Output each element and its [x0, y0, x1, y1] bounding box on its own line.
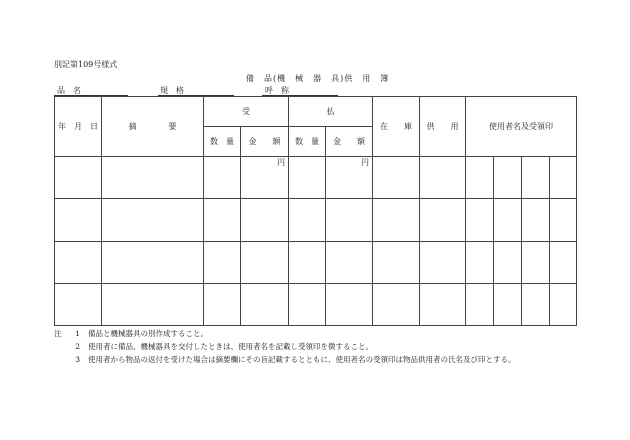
table-row: [55, 284, 577, 326]
designation-label: 呼 称: [265, 86, 289, 95]
stock-cell[interactable]: [373, 284, 420, 326]
summary-cell[interactable]: [102, 157, 204, 199]
summary-cell[interactable]: [102, 284, 204, 326]
date-cell[interactable]: [55, 157, 102, 199]
pay-amount-cell[interactable]: [326, 199, 373, 242]
summary-cell[interactable]: [102, 242, 204, 284]
pay-amount-header: 金 額: [326, 127, 373, 157]
note-number: 2: [75, 342, 80, 351]
pay-qty-cell[interactable]: [289, 284, 326, 326]
table-row: [55, 199, 577, 242]
item-name-label: 品 名: [57, 86, 81, 95]
spec-label: 規 格: [160, 86, 184, 95]
user-receipt-cell[interactable]: [550, 242, 577, 284]
receive-qty-cell[interactable]: [204, 284, 241, 326]
stock-cell[interactable]: [373, 242, 420, 284]
user-receipt-cell[interactable]: [466, 284, 494, 326]
notes: [54, 327, 516, 366]
pay-header: 払: [289, 97, 373, 127]
note-item: [54, 353, 516, 366]
note-text: 使用者から物品の返付を受けた場合は摘要欄にその旨記載するとともに、使用者名の受領印は物品供用者の氏名及び印とする。: [88, 355, 516, 364]
user-receipt-cell[interactable]: [550, 199, 577, 242]
date-cell[interactable]: [55, 199, 102, 242]
pay-amount-cell[interactable]: [326, 157, 373, 199]
receive-header: 受: [204, 97, 289, 127]
user-receipt-cell[interactable]: [522, 157, 550, 199]
receive-qty-header: 数 量: [204, 127, 241, 157]
user-receipt-cell[interactable]: [466, 242, 494, 284]
ledger-table: [54, 96, 577, 326]
pay-amount-cell[interactable]: [326, 284, 373, 326]
pay-amount-cell[interactable]: [326, 242, 373, 284]
receive-qty-cell[interactable]: [204, 242, 241, 284]
pay-qty-cell[interactable]: [289, 242, 326, 284]
user-receipt-cell[interactable]: [550, 284, 577, 326]
user-receipt-cell[interactable]: [522, 284, 550, 326]
note-item: [54, 340, 516, 353]
note-text: 使用者に備品、機械器具を交付したときは、使用者名を記載し受領印を徴すること。: [88, 342, 373, 351]
supply-header: 供 用: [420, 97, 466, 157]
notes-lead: 注: [54, 329, 62, 338]
receive-amount-cell[interactable]: [241, 199, 289, 242]
stock-cell[interactable]: [373, 199, 420, 242]
pay-qty-header: 数 量: [289, 127, 326, 157]
user-receipt-cell[interactable]: [494, 284, 522, 326]
stock-header: 在 庫: [373, 97, 420, 157]
supply-cell[interactable]: [420, 157, 466, 199]
date-header: 年 月 日: [55, 97, 102, 157]
user-receipt-cell[interactable]: [522, 242, 550, 284]
note-number: 3: [75, 355, 80, 364]
summary-cell[interactable]: [102, 199, 204, 242]
yen-unit: 円: [361, 158, 369, 167]
note-text: 備品と機械器具の別作成すること。: [88, 329, 208, 338]
form-number: 別記第109号様式: [54, 60, 118, 69]
user-receipt-cell[interactable]: [494, 199, 522, 242]
pay-qty-cell[interactable]: [289, 199, 326, 242]
stock-cell[interactable]: [373, 157, 420, 199]
user-receipt-cell[interactable]: [494, 242, 522, 284]
user-receipt-cell[interactable]: [494, 157, 522, 199]
receive-amount-cell[interactable]: [241, 284, 289, 326]
receive-qty-cell[interactable]: [204, 157, 241, 199]
table-row: [55, 242, 577, 284]
receive-qty-cell[interactable]: [204, 199, 241, 242]
table-row: [55, 157, 577, 199]
user-receipt-cell[interactable]: [466, 157, 494, 199]
date-cell[interactable]: [55, 284, 102, 326]
supply-cell[interactable]: [420, 242, 466, 284]
user-receipt-cell[interactable]: [522, 199, 550, 242]
supply-cell[interactable]: [420, 199, 466, 242]
receive-amount-header: 金 額: [241, 127, 289, 157]
ledger-title: 備 品(機 械 器 具)供 用 簿: [246, 74, 390, 83]
receive-amount-cell[interactable]: [241, 157, 289, 199]
note-number: 1: [75, 329, 80, 338]
yen-unit: 円: [277, 158, 285, 167]
date-cell[interactable]: [55, 242, 102, 284]
summary-header: 摘 要: [102, 97, 204, 157]
note-item: [54, 327, 516, 340]
user-receipt-header: 使用者名及受領印: [466, 97, 577, 157]
receive-amount-cell[interactable]: [241, 242, 289, 284]
user-receipt-cell[interactable]: [550, 157, 577, 199]
pay-qty-cell[interactable]: [289, 157, 326, 199]
user-receipt-cell[interactable]: [466, 199, 494, 242]
supply-cell[interactable]: [420, 284, 466, 326]
